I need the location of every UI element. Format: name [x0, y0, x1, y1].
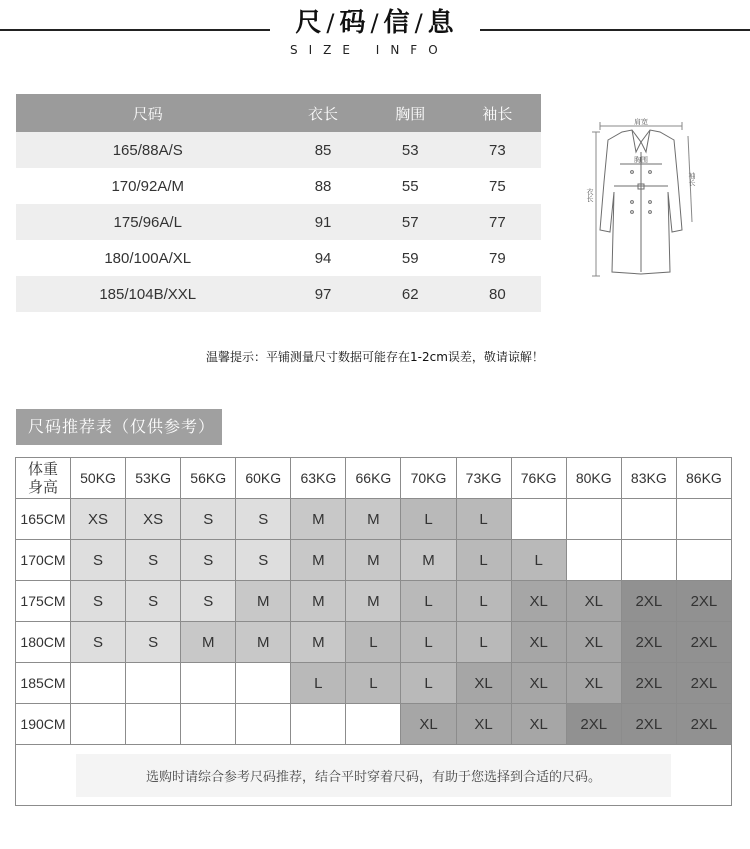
recommended-size-cell: M [346, 581, 401, 622]
recommended-size-cell: 2XL [621, 581, 676, 622]
title-char: 信 [383, 8, 411, 38]
recommend-footer-cell [16, 745, 732, 806]
recommended-size-cell: S [181, 499, 236, 540]
weight-header: 66KG [346, 458, 401, 499]
recommended-size-cell: XL [456, 663, 511, 704]
size-table-cell: 85 [279, 132, 366, 168]
size-table-cell: 79 [454, 240, 541, 276]
size-table-cell: 97 [279, 276, 366, 312]
size-table-cell: 165/88A/S [16, 132, 279, 168]
recommended-size-cell: XL [511, 581, 566, 622]
recommended-size-cell: M [291, 581, 346, 622]
size-table-cell: 91 [279, 204, 366, 240]
recommended-size-cell [71, 663, 126, 704]
coat-measurement-diagram [582, 112, 700, 282]
recommended-size-cell: L [346, 622, 401, 663]
recommended-size-cell: M [291, 622, 346, 663]
recommended-size-cell: L [456, 581, 511, 622]
recommended-size-cell: XS [71, 499, 126, 540]
height-label: 170CM [16, 540, 71, 581]
recommended-size-cell [126, 704, 181, 745]
title-separator: / [414, 9, 424, 37]
recommended-size-cell: 2XL [676, 622, 731, 663]
corner-weight-label: 体重 [27, 460, 58, 478]
page-title [260, 2, 490, 39]
weight-header: 53KG [126, 458, 181, 499]
recommended-size-cell: XS [126, 499, 181, 540]
recommended-size-cell [291, 704, 346, 745]
recommended-size-cell: L [401, 663, 456, 704]
recommended-size-cell: S [126, 581, 181, 622]
weight-header: 56KG [181, 458, 236, 499]
size-table-cell: 170/92A/M [16, 168, 279, 204]
recommended-size-cell: L [456, 499, 511, 540]
recommended-size-cell: L [401, 499, 456, 540]
recommended-size-cell: M [346, 540, 401, 581]
recommended-size-cell [511, 499, 566, 540]
recommended-size-cell: L [456, 540, 511, 581]
header-line-right [480, 29, 750, 31]
size-table-cell: 73 [454, 132, 541, 168]
recommended-size-cell: 2XL [621, 622, 676, 663]
recommended-size-cell [676, 540, 731, 581]
height-label: 190CM [16, 704, 71, 745]
recommended-size-cell: 2XL [621, 663, 676, 704]
weight-header: 60KG [236, 458, 291, 499]
height-label: 165CM [16, 499, 71, 540]
recommended-size-cell: XL [401, 704, 456, 745]
height-label: 185CM [16, 663, 71, 704]
recommended-size-cell: S [181, 540, 236, 581]
size-col-header: 尺码 [16, 94, 279, 132]
height-label: 175CM [16, 581, 71, 622]
corner-height-label: 身高 [27, 478, 58, 496]
height-row [16, 622, 732, 663]
weight-header: 76KG [511, 458, 566, 499]
size-recommend-table [15, 457, 732, 806]
height-row [16, 581, 732, 622]
recommended-size-cell: L [346, 663, 401, 704]
size-table-cell: 180/100A/XL [16, 240, 279, 276]
size-table-cell: 77 [454, 204, 541, 240]
page-subtitle: SIZE INFO [290, 43, 449, 57]
recommended-size-cell: L [456, 622, 511, 663]
recommended-size-cell: S [71, 581, 126, 622]
sleeve-label: 袖长 [688, 172, 696, 186]
size-table-cell: 53 [367, 132, 454, 168]
size-info-table [16, 94, 541, 312]
title-separator: / [326, 9, 336, 37]
recommended-size-cell: S [126, 540, 181, 581]
recommended-size-cell [676, 499, 731, 540]
size-table-cell: 175/96A/L [16, 204, 279, 240]
recommended-size-cell: 2XL [566, 704, 621, 745]
recommend-footer-row [16, 745, 732, 806]
recommend-section-title: 尺码推荐表（仅供参考） [16, 409, 222, 445]
recommended-size-cell: XL [566, 622, 621, 663]
size-table-cell: 80 [454, 276, 541, 312]
weight-header-row [16, 458, 732, 499]
chest-col-header: 胸围 [367, 94, 454, 132]
height-row [16, 704, 732, 745]
recommended-size-cell [566, 540, 621, 581]
weight-header: 86KG [676, 458, 731, 499]
recommended-size-cell: XL [511, 663, 566, 704]
recommended-size-cell [346, 704, 401, 745]
size-table-cell: 94 [279, 240, 366, 276]
size-table-row [16, 168, 541, 204]
size-table-row [16, 204, 541, 240]
recommend-footer-note: 选购时请综合参考尺码推荐，结合平时穿着尺码，有助于您选择到合适的尺码。 [76, 754, 671, 797]
recommended-size-cell [181, 704, 236, 745]
recommended-size-cell [71, 704, 126, 745]
sleeve-col-header: 袖长 [454, 94, 541, 132]
recommended-size-cell: 2XL [676, 704, 731, 745]
recommended-size-cell: M [181, 622, 236, 663]
recommended-size-cell: XL [456, 704, 511, 745]
height-label: 180CM [16, 622, 71, 663]
weight-header: 80KG [566, 458, 621, 499]
height-row [16, 540, 732, 581]
weight-header: 63KG [291, 458, 346, 499]
recommended-size-cell: S [236, 540, 291, 581]
recommended-size-cell: XL [566, 663, 621, 704]
recommended-size-cell: M [236, 581, 291, 622]
recommended-size-cell: L [291, 663, 346, 704]
recommended-size-cell: 2XL [676, 581, 731, 622]
size-table-cell: 75 [454, 168, 541, 204]
recommended-size-cell: M [291, 499, 346, 540]
recommended-size-cell: M [236, 622, 291, 663]
size-table-row [16, 132, 541, 168]
size-table-cell: 55 [367, 168, 454, 204]
recommended-size-cell: M [346, 499, 401, 540]
title-char: 码 [339, 8, 367, 38]
recommended-size-cell [621, 499, 676, 540]
size-table-cell: 185/104B/XXL [16, 276, 279, 312]
recommended-size-cell [236, 704, 291, 745]
title-separator: / [370, 9, 380, 37]
recommended-size-cell [621, 540, 676, 581]
size-table-row [16, 240, 541, 276]
weight-header: 83KG [621, 458, 676, 499]
title-char: 息 [427, 8, 455, 38]
recommended-size-cell: S [236, 499, 291, 540]
header-line-left [0, 29, 270, 31]
weight-header: 50KG [71, 458, 126, 499]
length-col-header: 衣长 [279, 94, 366, 132]
size-table-row [16, 276, 541, 312]
size-table-cell: 88 [279, 168, 366, 204]
weight-header: 73KG [456, 458, 511, 499]
recommended-size-cell [236, 663, 291, 704]
recommended-size-cell: L [511, 540, 566, 581]
length-label: 衣长 [586, 188, 594, 202]
height-row [16, 663, 732, 704]
recommended-size-cell: L [401, 581, 456, 622]
recommended-size-cell: XL [511, 704, 566, 745]
recommended-size-cell: S [71, 622, 126, 663]
measurement-tip: 温馨提示：平铺测量尺寸数据可能存在1-2cm误差，敬请谅解！ [206, 350, 544, 364]
recommended-size-cell: S [126, 622, 181, 663]
weight-header: 70KG [401, 458, 456, 499]
recommended-size-cell: XL [511, 622, 566, 663]
shoulder-label: 肩宽 [634, 118, 648, 126]
corner-cell [16, 458, 71, 499]
recommended-size-cell [181, 663, 236, 704]
recommended-size-cell: S [181, 581, 236, 622]
size-table-cell: 62 [367, 276, 454, 312]
recommended-size-cell: M [401, 540, 456, 581]
recommended-size-cell: 2XL [621, 704, 676, 745]
size-table-cell: 59 [367, 240, 454, 276]
recommended-size-cell: M [291, 540, 346, 581]
recommended-size-cell: S [71, 540, 126, 581]
size-table-header-row [16, 94, 541, 132]
recommended-size-cell: 2XL [676, 663, 731, 704]
recommended-size-cell [566, 499, 621, 540]
height-row [16, 499, 732, 540]
recommended-size-cell: XL [566, 581, 621, 622]
chest-label: 胸围 [634, 156, 648, 164]
size-table-cell: 57 [367, 204, 454, 240]
recommended-size-cell [126, 663, 181, 704]
recommended-size-cell: L [401, 622, 456, 663]
title-char: 尺 [295, 8, 323, 38]
